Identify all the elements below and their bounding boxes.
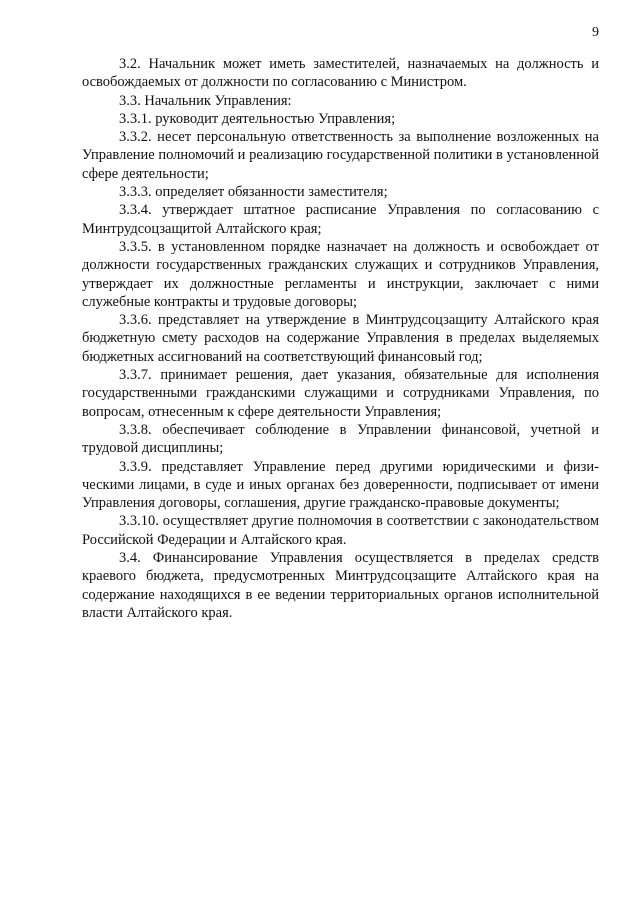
paragraph-3-3: 3.3. Начальник Управления: [119, 92, 292, 109]
paragraph-3-2: 3.2. Начальник может иметь заместителей, назначаемых на должность и освобождаемых от должности по согласованию с Министром. [82, 56, 599, 91]
paragraph-3-3-3: 3.3.3. определяет обязанности заместителя; [119, 184, 388, 201]
paragraph-3-3-4: 3.3.4. утверждает штатное расписание Управления по согласованию с Минтрудсоцзащитой Алтайского края; [82, 202, 599, 237]
paragraph-3-3-8: 3.3.8. обеспечивает соблюдение в Управлении финансовой, учетной и трудовой дисциплины; [82, 421, 599, 457]
paragraph-3-3-2: 3.3.2. несет персональную ответственность за выполнение возложенных на Управление полномочий и реализацию государственной политики в установленной сфере деятельности; [82, 129, 599, 182]
paragraph-3-3-6: 3.3.6. представляет на утверждение в Минтрудсоцзащиту Алтайского края бюджетную смету расходов на содержание Управления в пределах выделяемых бюджетных ассигнований на соответствующий финансовый год; [82, 312, 599, 365]
paragraph-3-3-5: 3.3.5. в установленном порядке назначает на должность и освобождает от должности государственных гражданских служащих и сотрудников Управления, утверждает их должностные регламенты и инструкции, заключает с ними служебные контракты и трудовые договоры; [82, 238, 599, 310]
paragraph-3-3-9: 3.3.9. представляет Управление перед другими юридическими и физическими лицами, в суде и иных органах без доверенности, подписывает от имени Управления договоры, соглашения, другие гражданско-правовые документы; [82, 458, 599, 512]
page-number: 9 [592, 25, 599, 40]
paragraph-3-3-1: 3.3.1. руководит деятельностью Управления; [119, 110, 396, 127]
document-body [82, 55, 599, 622]
paragraph-3-3-7: 3.3.7. принимает решения, дает указания, обязательные для исполнения государственными гражданскими служащими и сотрудниками Управления, по вопросам, отнесенным к сфере деятельности Управления; [82, 367, 599, 420]
paragraph-3-4: 3.4. Финансирование Управления осуществляется в пределах средств краевого бюджета, предусмотренных Минтрудсоцзащите Алтайского края на содержание находящихся в ее ведении территориальных органов исполнительной власти Алтайского края. [82, 550, 599, 621]
paragraph-3-3-10: 3.3.10. осуществляет другие полномочия в соответствии с законодательством Российской Федерации и Алтайского края. [82, 513, 599, 548]
